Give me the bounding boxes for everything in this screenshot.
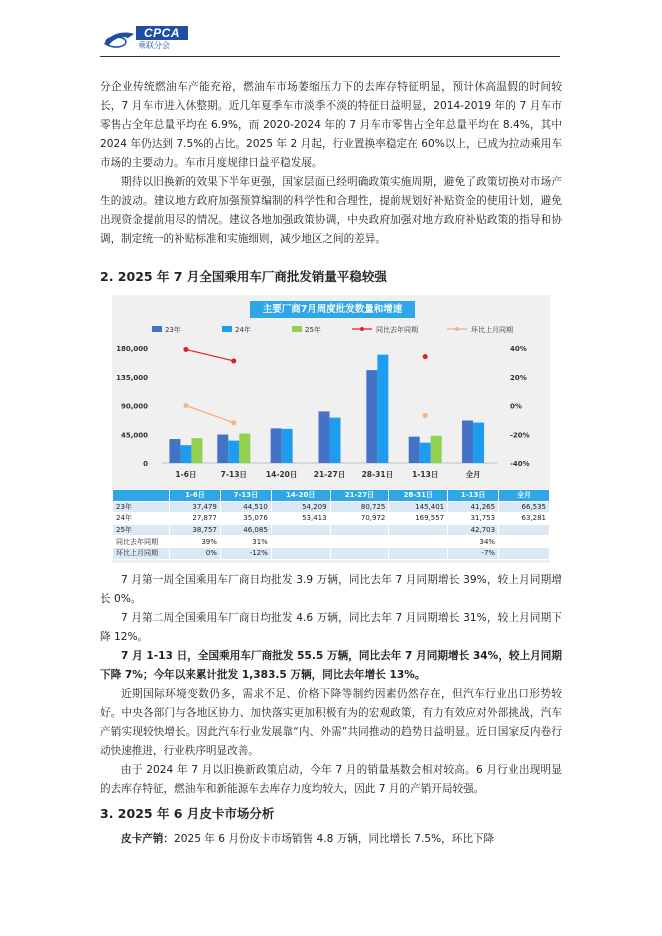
table-cell [389, 547, 448, 559]
y-right-tick-label: 20% [510, 373, 527, 382]
bar [377, 355, 388, 463]
section-3 [100, 805, 562, 823]
bar [239, 434, 250, 463]
car-logo-icon [102, 28, 136, 50]
y-left-tick-label: 0 [143, 460, 148, 468]
section-title: 2. 2025 年 7 月全国乘用车厂商批发销量平稳较强 [100, 269, 387, 284]
x-tick-label: 1-6日 [175, 470, 197, 479]
table-cell: -7% [448, 547, 499, 559]
table-cell: 46,085 [220, 524, 271, 536]
y-left-tick-label: 135,000 [116, 373, 148, 382]
series-point [183, 403, 188, 408]
table-cell: 0% [170, 547, 221, 559]
paragraph: 分企业传统燃油车产能充裕，燃油车市场萎缩压力下的去库存特征明显，预计休高温假的时间较长，7 月车市进入休整期。近几年夏季车市淡季不淡的特征日益明显，2014-2019 年的 7 月车市零售占全年总量平均在 6.9%，而 2020-2024 年的 7 月车市零售占全年总量平均在 8.4%，其中 2024 年仍达到 7.5%的占比。2025 年 2 月起，行业置换率稳定在 60%以上，已成为拉动乘用车市场的主要动力。车市月度规律日益平稳发展。 [100, 81, 562, 169]
page-header [100, 22, 560, 57]
table-cell: 145,401 [389, 501, 448, 513]
table-cell: 环比上月同期 [113, 547, 170, 559]
paragraph: 7 月第一周全国乘用车厂商日均批发 3.9 万辆，同比去年 7 月同期增长 39%，较上月同期增长 0%。 [100, 574, 562, 605]
y-right-tick-label: 40% [510, 345, 527, 353]
paragraph: 由于 2024 年 7 月以旧换新政策启动，今年 7 月的销量基数会相对较高。6 月行业出现明显的去库存特征，燃油车和新能源车去库存力度均较大，因此 7 月的产销开局较强。 [100, 764, 562, 795]
table-row [113, 501, 550, 513]
y-right-tick-label: 0% [510, 402, 522, 411]
table-cell [389, 536, 448, 548]
table-header-cell: 21-27日 [330, 490, 389, 502]
series-point [183, 347, 188, 352]
bar [228, 441, 239, 463]
table-cell: 80,725 [330, 501, 389, 513]
legend-label: 23年 [165, 326, 181, 334]
x-tick-label: 1-13日 [412, 470, 439, 479]
bar [180, 445, 191, 463]
table-cell: 39% [170, 536, 221, 548]
legend-label: 环比上月同期 [471, 326, 513, 334]
y-right-tick-label: -40% [510, 460, 530, 468]
cpca-logo [100, 24, 220, 52]
table-cell: 42,703 [448, 524, 499, 536]
legend-swatch [222, 326, 232, 332]
logo-text: CPCA [136, 26, 188, 40]
series-point [423, 413, 428, 418]
table-cell: 34% [448, 536, 499, 548]
table-cell: 24年 [113, 513, 170, 525]
chart-title: 主要厂商7月周度批发数量和增速 [250, 301, 415, 318]
bar-line-chart [112, 322, 550, 516]
table-cell: 41,265 [448, 501, 499, 513]
bar [330, 418, 341, 463]
legend-swatch [292, 326, 302, 332]
table-cell [271, 536, 330, 548]
table-header-row [113, 490, 550, 502]
bar [420, 443, 431, 463]
table-header-cell: 28-31日 [389, 490, 448, 502]
table-row [113, 524, 550, 536]
bar [217, 435, 228, 463]
series-line [186, 406, 234, 423]
bar [409, 437, 420, 463]
bar [169, 439, 180, 463]
legend-swatch [152, 326, 162, 332]
mid-text-block [100, 571, 562, 799]
legend-label: 同比去年同期 [376, 326, 418, 334]
table-cell: -12% [220, 547, 271, 559]
legend-marker [455, 327, 459, 331]
table-header-cell: 全月 [499, 490, 550, 502]
top-text-block [100, 78, 562, 249]
bar [271, 428, 282, 463]
table-cell: 25年 [113, 524, 170, 536]
bar [282, 429, 293, 463]
data-table [112, 489, 550, 560]
table-cell [330, 536, 389, 548]
legend-label: 25年 [305, 326, 321, 334]
bar [191, 438, 202, 463]
y-left-tick-label: 180,000 [116, 345, 148, 353]
table-cell: 169,557 [389, 513, 448, 525]
series-point [231, 358, 236, 363]
paragraph-bold: 7 月 1-13 日，全国乘用车厂商批发 55.5 万辆，同比去年 7 月同期增长 34%，较上月同期下降 7%；今年以来累计批发 1,383.5 万辆，同比去年增长 13%。 [100, 650, 562, 681]
table-cell [271, 524, 330, 536]
table-cell: 44,510 [220, 501, 271, 513]
bar [366, 370, 377, 463]
table-header-cell [113, 490, 170, 502]
legend-marker [360, 327, 364, 331]
table-cell: 53,413 [271, 513, 330, 525]
paragraph: 7 月第二周全国乘用车厂商日均批发 4.6 万辆，同比去年 7 月同期增长 31%，较上月同期下降 12%。 [100, 612, 562, 643]
series-point [423, 354, 428, 359]
series-line [186, 349, 234, 361]
table-cell: 同比去年同期 [113, 536, 170, 548]
table-cell: 70,972 [330, 513, 389, 525]
table-cell: 66,535 [499, 501, 550, 513]
pickup-text: 2025 年 6 月份皮卡市场销售 4.8 万辆，同比增长 7.5%，环比下降 [173, 833, 495, 845]
bar [462, 420, 473, 463]
pickup-label: 皮卡产销： [121, 833, 174, 845]
table-header-cell: 1-6日 [170, 490, 221, 502]
table-header-cell: 1-13日 [448, 490, 499, 502]
table-cell [499, 536, 550, 548]
y-left-tick-label: 45,000 [120, 431, 148, 440]
x-tick-label: 28-31日 [361, 470, 394, 479]
paragraph: 期待以旧换新的效果下半年更强，国家层面已经明确政策实施周期，避免了政策切换对市场产生的波动。建议地方政府加强预算编制的科学性和合理性，提前规划好补贴资金的使用计划，避免出现资金提前用尽的情况。建议各地加强政策协调，中央政府加强对地方政府补贴政策的指导和协调，制定统一的补贴标准和实施细则，减少地区之间的差异。 [100, 176, 562, 245]
table-header-cell: 14-20日 [271, 490, 330, 502]
x-tick-label: 7-13日 [220, 470, 247, 479]
table-cell [271, 547, 330, 559]
table-cell [330, 547, 389, 559]
bar [431, 436, 442, 463]
y-right-tick-label: -20% [510, 431, 530, 440]
table-cell [499, 524, 550, 536]
paragraph: 近期国际环境变数仍多，需求不足、价格下降等制约因素仍然存在，但汽车行业出口形势较好。中央各部门与各地区协力、加快落实更加积极有为的宏观政策，有力有效应对外部挑战，汽车产销实现较快增长。因此汽车行业发展靠“内、外需”共同推动的趋势日益明显。近日国家反内卷行动快速推进，行业秩序明显改善。 [100, 688, 562, 757]
pickup-text [100, 830, 562, 849]
table-cell [330, 524, 389, 536]
table-cell [499, 547, 550, 559]
table-cell: 27,877 [170, 513, 221, 525]
x-tick-label: 14-20日 [265, 470, 298, 479]
logo-cn-text: 乘联分会 [138, 41, 170, 50]
table-row [113, 547, 550, 559]
section-title: 3. 2025 年 6 月皮卡市场分析 [100, 806, 275, 821]
table-header-cell: 7-13日 [220, 490, 271, 502]
table-cell: 31% [220, 536, 271, 548]
table-row [113, 513, 550, 525]
x-tick-label: 全月 [465, 470, 481, 479]
table-cell: 63,281 [499, 513, 550, 525]
bar [319, 411, 330, 463]
legend-label: 24年 [235, 326, 251, 334]
table-cell [389, 524, 448, 536]
section-2 [100, 268, 562, 286]
table-cell: 37,479 [170, 501, 221, 513]
table-cell: 23年 [113, 501, 170, 513]
table-cell: 35,076 [220, 513, 271, 525]
table-row [113, 536, 550, 548]
series-point [231, 420, 236, 425]
x-tick-label: 21-27日 [313, 470, 346, 479]
table-cell: 38,757 [170, 524, 221, 536]
y-left-tick-label: 90,000 [120, 402, 148, 411]
table-cell: 31,753 [448, 513, 499, 525]
bar [473, 423, 484, 463]
table-cell: 54,209 [271, 501, 330, 513]
